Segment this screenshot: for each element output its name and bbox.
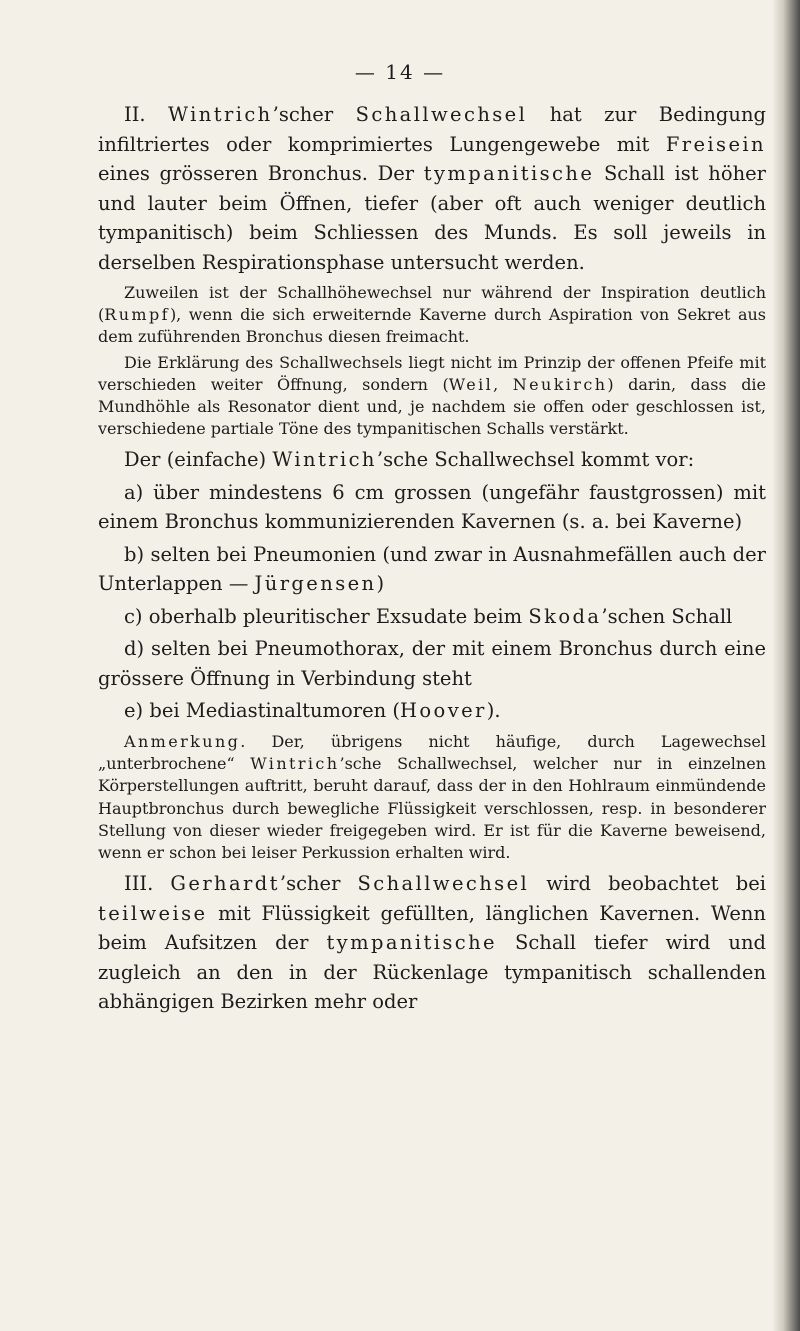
text-run: ’sche Schallwechsel kommt vor: bbox=[376, 448, 695, 472]
text-run: ), wenn die sich erweiternde Kaverne durch Aspiration von Sekret aus dem zuführenden Bronchus diesen freimacht. bbox=[98, 305, 766, 347]
spaced-emphasis-text: Weil bbox=[448, 374, 494, 394]
text-run: e) bei Mediastinaltumoren ( bbox=[124, 699, 401, 723]
spaced-emphasis-text: Schallwechsel bbox=[355, 103, 528, 126]
spaced-emphasis-text: tympanitische bbox=[326, 931, 497, 955]
spaced-emphasis-text: Wintrich bbox=[250, 754, 340, 774]
text-run: mit Flüssigkeit gefüllten, länglichen Kavernen. Wenn beim Aufsitzen der bbox=[98, 901, 766, 955]
text-run: , bbox=[493, 374, 513, 394]
text-run: eines grösseren Bronchus. Der bbox=[98, 162, 424, 185]
text-run: ’scher bbox=[279, 872, 358, 896]
page-number: — 14 — bbox=[354, 60, 446, 84]
paragraph-10 bbox=[98, 731, 766, 864]
paragraph-8 bbox=[98, 634, 766, 693]
text-run: a) über mindestens 6 cm grossen (ungefähr faustgrossen) mit einem Bronchus kommunizierenden Kavernen (s. a. bei Kaverne) bbox=[98, 480, 766, 534]
text-run: Die Erklärung des Schallwechsels liegt nicht im Prinzip der offenen Pfeife mit verschieden weiter Öffnung, sondern ( bbox=[98, 352, 766, 394]
text-run: b) selten bei Pneumonien (und zwar in Ausnahmefällen auch der Unterlappen — bbox=[98, 542, 766, 596]
paragraph-4 bbox=[98, 445, 766, 475]
paragraph-1 bbox=[98, 100, 766, 277]
paragraph-3 bbox=[98, 352, 766, 441]
paragraph-7 bbox=[98, 602, 766, 632]
spaced-emphasis-text: Freisein bbox=[665, 132, 766, 156]
text-run: Schall tiefer wird und zugleich an den in der Rückenlage tympanitisch schallenden abhängigen Bezirken mehr oder bbox=[98, 931, 766, 1014]
paragraph-2 bbox=[98, 282, 766, 349]
spaced-emphasis-text: Neukirch bbox=[512, 374, 608, 394]
paragraph-9 bbox=[98, 696, 766, 726]
spaced-emphasis-text: Anmerkung bbox=[124, 731, 241, 751]
spaced-emphasis-text: Hoover bbox=[400, 699, 487, 723]
text-run: Der (einfache) bbox=[124, 448, 273, 472]
text-run: wird beobachtet bei bbox=[529, 872, 766, 896]
text-run: ). bbox=[486, 699, 501, 723]
spaced-emphasis-text: tympanitische bbox=[423, 162, 595, 185]
paragraph-6 bbox=[98, 540, 766, 599]
spaced-emphasis-text: teilweise bbox=[98, 901, 208, 925]
text-run: . Der, übrigens nicht häufige, durch Lagewechsel „unterbrochene“ bbox=[98, 731, 766, 774]
text-run: d) selten bei Pneumothorax, der mit einem Bronchus durch eine grössere Öffnung in Verbindung steht bbox=[98, 637, 766, 690]
spaced-emphasis-text: Rumpf bbox=[104, 305, 170, 325]
text-run: Schall ist höher und lauter beim Öffnen, tiefer (aber oft auch weniger deutlich tympanitisch) beim Schliessen des Munds. Es soll jeweils in derselben Respirationsphase untersucht werden. bbox=[98, 162, 766, 274]
text-run: II. bbox=[124, 103, 169, 126]
text-run: III. bbox=[124, 872, 171, 896]
spaced-emphasis-text: Schallwechsel bbox=[357, 872, 530, 896]
body-text bbox=[98, 100, 766, 1017]
text-run: ’schen Schall bbox=[601, 604, 733, 628]
spaced-emphasis-text: Gerhardt bbox=[170, 872, 280, 896]
text-run: Zuweilen ist der Schallhöhewechsel nur während der Inspiration deutlich ( bbox=[98, 283, 766, 325]
paragraph-11 bbox=[98, 869, 766, 1017]
text-run: ’sche Schallwechsel, welcher nur in einzelnen Körperstellungen auftritt, beruht darauf, dass der in den Hohlraum einmündende Hauptbronchus durch bewegliche Flüssigkeit verschlossen, resp. in besonderer Stellung von dieser wieder freigegeben wird. Er ist für die Kaverne beweisend, wenn er schon bei leiser Perkussion erhalten wird. bbox=[98, 754, 766, 862]
text-run: ) bbox=[376, 572, 385, 596]
text-run: ) darin, dass die Mundhöhle als Resonator dient und, je nachdem sie offen oder geschlossen ist, verschiedene partiale Töne des tympanitischen Schalls verstärkt. bbox=[98, 374, 767, 439]
paragraph-5 bbox=[98, 478, 766, 537]
spaced-emphasis-text: Skoda bbox=[528, 604, 602, 628]
spaced-emphasis-text: Wintrich bbox=[168, 103, 273, 126]
text-run: c) oberhalb pleuritischer Exsudate beim bbox=[124, 604, 529, 628]
text-run: ’scher bbox=[272, 103, 356, 126]
page-edge-shadow bbox=[772, 0, 800, 1331]
text-run: hat zur Bedingung infiltriertes oder komprimiertes Lungengewebe mit bbox=[98, 103, 766, 156]
spaced-emphasis-text: Jürgensen bbox=[254, 572, 377, 596]
spaced-emphasis-text: Wintrich bbox=[272, 448, 377, 472]
